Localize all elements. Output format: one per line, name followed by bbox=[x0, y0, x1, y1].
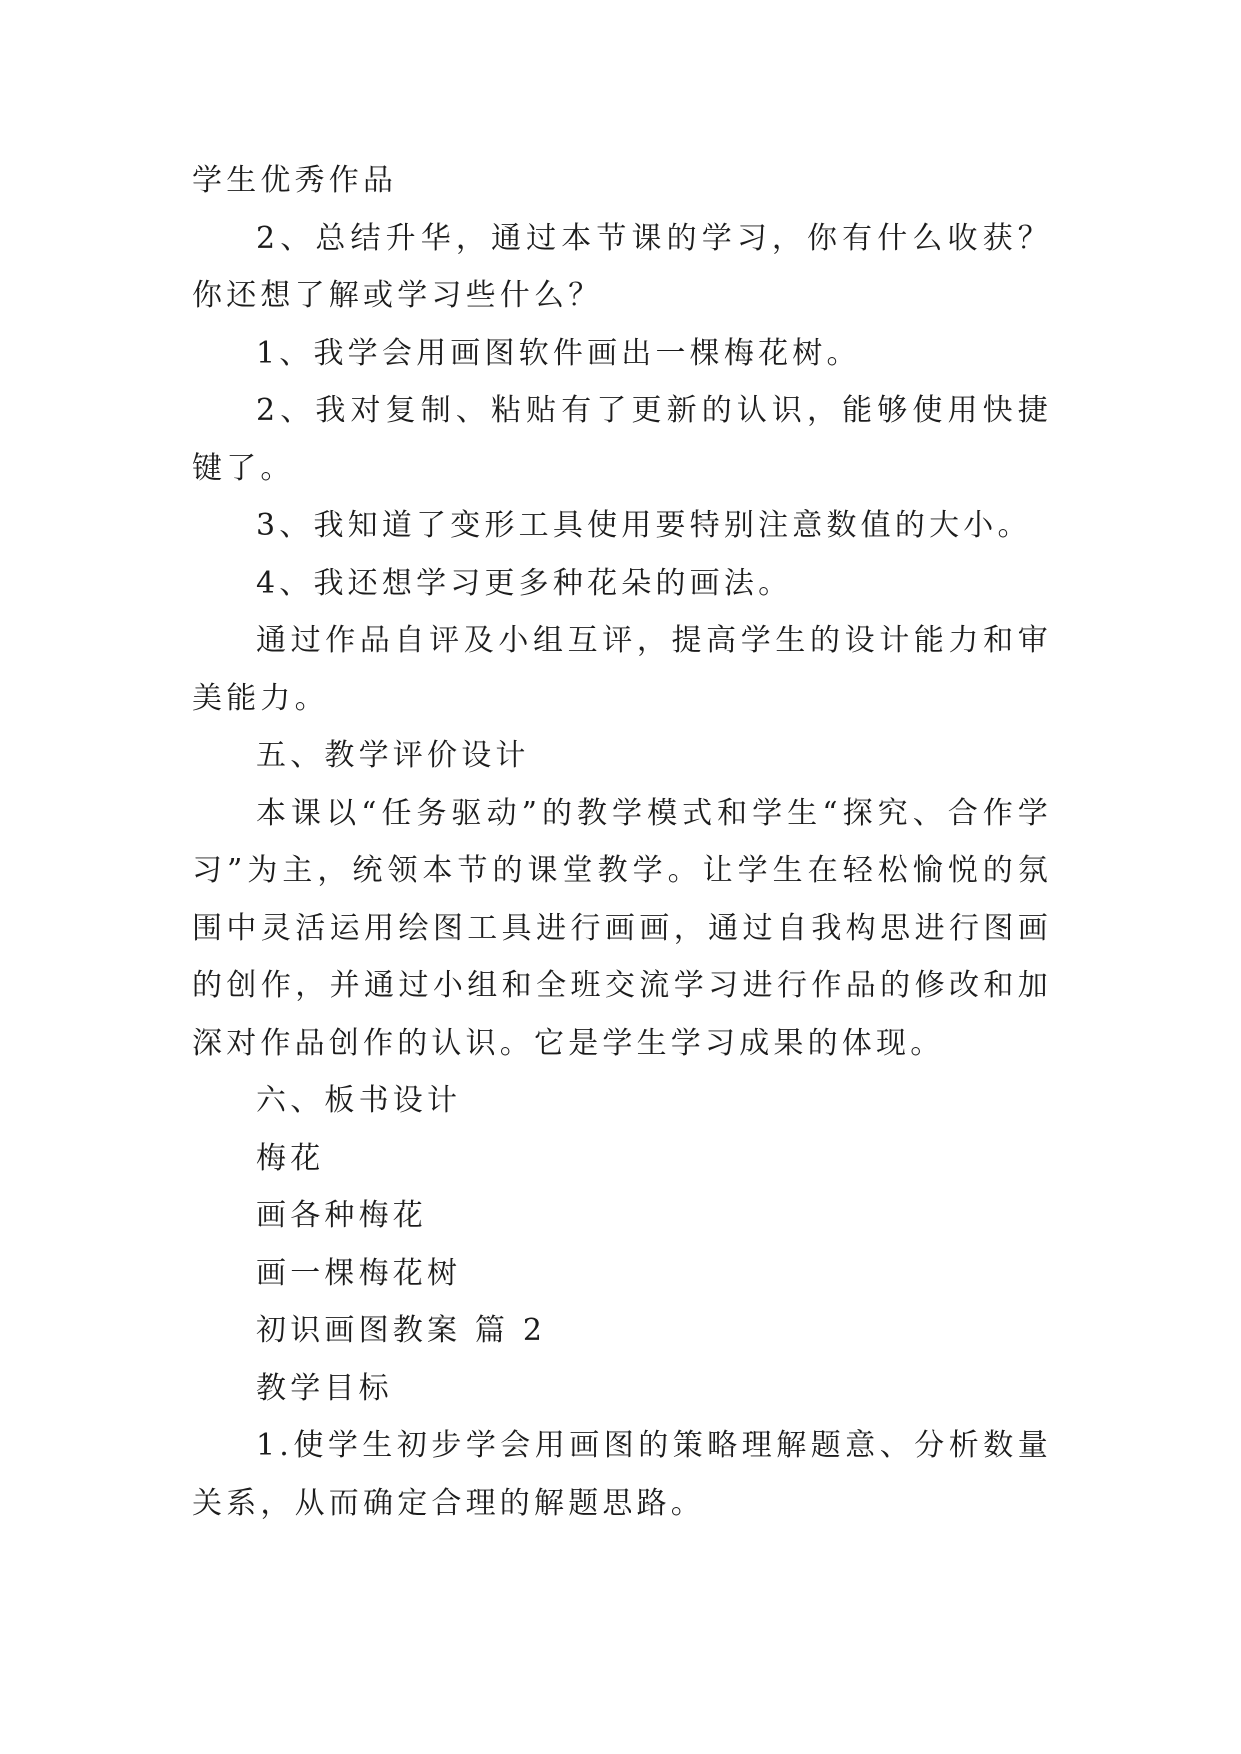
board-line-plum: 梅花 bbox=[256, 1140, 325, 1176]
paragraph-gain-4: 4、我还想学习更多种花朵的画法。 bbox=[256, 565, 793, 601]
paragraph-goal-1: 1.使学生初步学会用画图的策略理解题意、分析数量关系，从而确定合理的解题思路。 bbox=[192, 1428, 1052, 1521]
board-line-plum-tree: 画一棵梅花树 bbox=[256, 1255, 462, 1291]
paragraph-evaluation-purpose: 通过作品自评及小组互评，提高学生的设计能力和审美能力。 bbox=[192, 623, 1052, 716]
paragraph-evaluation-design: 本课以“任务驱动”的教学模式和学生“探究、合作学习”为主，统领本节的课堂教学。让学生在轻松愉悦的氛围中灵活运用绘图工具进行画画，通过自我构思进行图画的创作，并通过小组和全班交流学习进行作品的修改和加深对作品创作的认识。它是学生学习成果的体现。 bbox=[192, 795, 1052, 1061]
heading-lesson-plan-2: 初识画图教案 篇 2 bbox=[256, 1313, 547, 1348]
heading-teaching-goals: 教学目标 bbox=[256, 1370, 393, 1406]
paragraph-gain-2: 2、我对复制、粘贴有了更新的认识，能够使用快捷键了。 bbox=[192, 393, 1052, 486]
paragraph-summary-question: 2、总结升华，通过本节课的学习，你有什么收获？你还想了解或学习些什么？ bbox=[192, 220, 1052, 313]
board-line-various-plums: 画各种梅花 bbox=[256, 1198, 427, 1233]
paragraph-gain-1: 1、我学会用画图软件画出一棵梅花树。 bbox=[256, 335, 861, 371]
paragraph-gain-3: 3、我知道了变形工具使用要特别注意数值的大小。 bbox=[256, 508, 1032, 543]
heading-teaching-evaluation: 五、教学评价设计 bbox=[256, 738, 530, 773]
document-body bbox=[192, 152, 1052, 1532]
paragraph-student-works: 学生优秀作品 bbox=[192, 163, 398, 198]
heading-board-design: 六、板书设计 bbox=[256, 1083, 462, 1118]
